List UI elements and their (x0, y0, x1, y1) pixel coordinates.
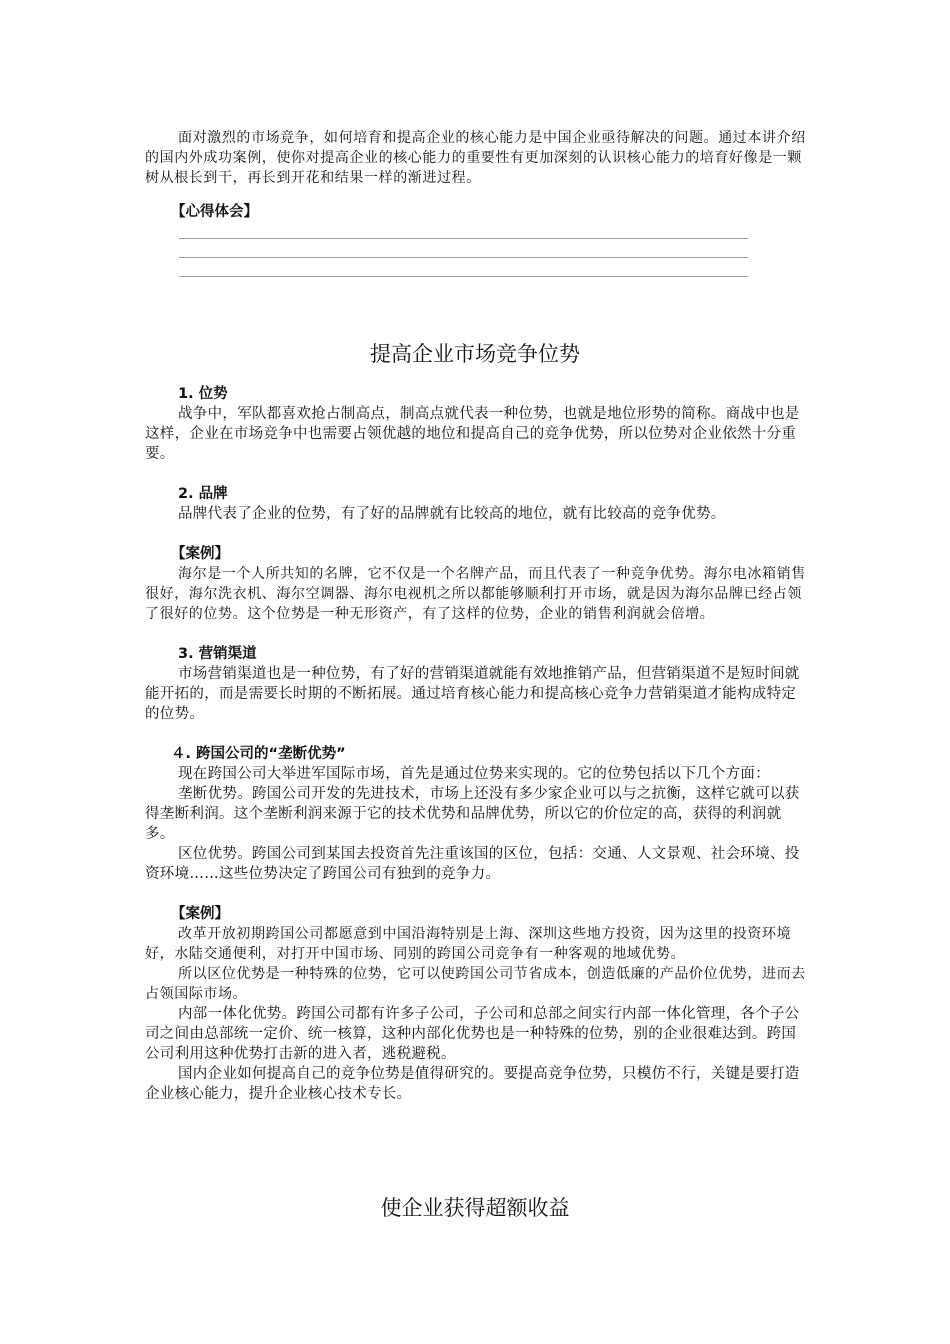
paragraph: 市场营销渠道也是一种位势，有了好的营销渠道就能有效地推销产品，但营销渠道不是短时间就能开拓的，而是需要长时期的不断拓展。通过培育核心能力和提高核心竞争力营销渠道才能构成特定的位势。 (145, 666, 800, 722)
heading-position: 1. 位势 (178, 386, 228, 402)
heading-brand: 2. 品牌 (178, 486, 228, 502)
notes-label: 【心得体会】 (171, 204, 258, 220)
paragraph: 现在跨国公司大举进军国际市场，首先是通过位势来实现的。它的位势包括以下几个方面： (178, 766, 770, 782)
note-line (179, 238, 748, 239)
case-label: 【案例】 (171, 546, 229, 562)
paragraph: 内部一体化优势。跨国公司都有许多子公司，子公司和总部之间实行内部一体化管理，各个子公司之间由总部统一定价、统一核算，这种内部化优势也是一种特殊的位势，别的企业很难达到。跨国公司利用这种优势打击新的进入者，逃税避税。 (145, 1006, 800, 1062)
paragraph: 区位优势。跨国公司到某国去投资首先注重该国的区位，包括：交通、人文景观、社会环境、投资环境……这些位势决定了跨国公司有独到的竞争力。 (145, 846, 800, 882)
heading-monopoly: ４. 跨国公司的“垄断优势” (171, 746, 346, 762)
case-paragraph: 所以区位优势是一种特殊的位势，它可以使跨国公司节省成本，创造低廉的产品价位优势，进而去占领国际市场。 (145, 966, 806, 1002)
section1-body (145, 384, 807, 1104)
section-title: 使企业获得超额收益 (380, 1196, 570, 1220)
heading-channels: 3. 营销渠道 (178, 646, 257, 662)
paragraph: 品牌代表了企业的位势，有了好的品牌就有比较高的地位，就有比较高的竞争优势。 (178, 506, 726, 522)
section-title: 提高企业市场竞争位势 (370, 342, 580, 366)
case-label: 【案例】 (171, 906, 229, 922)
case-paragraph: 海尔是一个人所共知的名牌，它不仅是一个名牌产品，而且代表了一种竞争优势。海尔电冰箱销售很好，海尔洗衣机、海尔空调器、海尔电视机之所以都能够顺利打开市场，就是因为海尔品牌已经占领了很好的位势。这个位势是一种无形资产，有了这样的位势，企业的销售利润就会倍增。 (145, 566, 806, 622)
intro-block (145, 128, 807, 222)
paragraph: 战争中，军队都喜欢抢占制高点，制高点就代表一种位势，也就是地位形势的简称。商战中也是这样，企业在市场竞争中也需要占领优越的地位和提高自己的竞争优势，所以位势对企业依然十分重要。 (145, 406, 800, 462)
case-paragraph: 改革开放初期跨国公司都愿意到中国沿海特别是上海、深圳这些地方投资，因为这里的投资环境好，水陆交通便利，对打开中国市场、同别的跨国公司竞争有一种客观的地域优势。 (145, 926, 792, 962)
note-line (179, 257, 748, 258)
intro-paragraph: 面对激烈的市场竞争，如何培育和提高企业的核心能力是中国企业亟待解决的问题。通过本讲介绍的国内外成功案例，使你对提高企业的核心能力的重要性有更加深刻的认识核心能力的培育好像是一颗树从根长到干，再长到开花和结果一样的渐进过程。 (145, 130, 806, 186)
note-line (179, 276, 748, 277)
paragraph: 垄断优势。跨国公司开发的先进技术，市场上还没有多少家企业可以与之抗衡，这样它就可以获得垄断利润。这个垄断利润来源于它的技术优势和品牌优势，所以它的价位定的高，获得的利润就多。 (145, 786, 800, 842)
paragraph: 国内企业如何提高自己的竞争位势是值得研究的。要提高竞争位势，只模仿不行，关键是要打造企业核心能力，提升企业核心技术专长。 (145, 1066, 800, 1102)
